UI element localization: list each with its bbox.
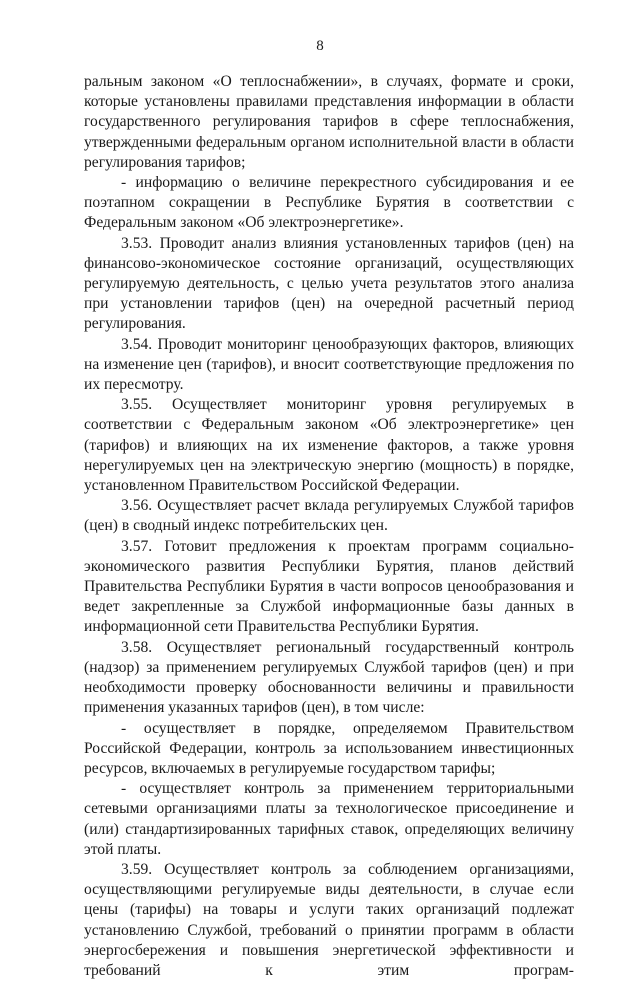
paragraph: - осуществляет контроль за применением территориальными сетевыми организациями платы за технологическое присоединение и (или) стандартизированных тарифных ставок, определяющих величину этой платы. [84,780,574,858]
paragraph: - информацию о величине перекрестного субсидирования и ее поэтапном сокращении в Республике Бурятия в соответствии с Федеральным законом «Об электроэнергетике». [84,174,574,232]
paragraph: 3.58. Осуществляет региональный государственный контроль (надзор) за применением регулируемых Службой тарифов (цен) и при необходимости проверку обоснованности величины и правильности применения указанных тарифов (цен), в том числе: [84,638,574,717]
paragraph: 3.56. Осуществляет расчет вклада регулируемых Службой тарифов (цен) в сводный индекс потребительских цен. [84,497,574,535]
paragraph: 3.57. Готовит предложения к проектам программ социально-экономического развития Республики Бурятия, планов действий Правительства Республики Бурятия в части вопросов ценообразования и ведет закрепленные за Службой информационные базы данных в информационной сети Правительства Республики Бурятия. [84,537,574,636]
paragraph: 3.55. Осуществляет мониторинг уровня регулируемых в соответствии с Федеральным законом «Об электроэнергетике» цен (тарифов) и влияющих на их изменение факторов, а также уровня нерегулируемых цен на электрическую энергию (мощность) в порядке, установленном Правительством Российской Федерации. [84,396,574,495]
paragraph: 3.59. Осуществляет контроль за соблюдением организациями, осуществляющими регулируемые виды деятельности, в случае если цены (тарифы) на товары и услуги таких организаций подлежат установлению Службой, требований о принятии программ в области энергосбережения и повышения энергетической эффективности и требований к этим програм- [84,860,574,979]
paragraph: 3.53. Проводит анализ влияния установленных тарифов (цен) на финансово-экономическое состояние организаций, осуществляющих регулируемую деятельность, с целью учета результатов этого анализа при установлении тарифов (цен) на очередной расчетный период регулирования. [84,234,574,333]
paragraph: - осуществляет в порядке, определяемом Правительством Российской Федерации, контроль за использованием инвестиционных ресурсов, включаемых в регулируемые государством тарифы; [84,719,574,777]
paragraph: ральным законом «О теплоснабжении», в случаях, формате и сроки, которые установлены правилами представления информации в области государственного регулирования тарифов в сфере теплоснабжения, утвержденными федеральным органом исполнительной власти в области регулирования тарифов; [84,73,574,171]
document-body [84,72,574,981]
page-number: 8 [316,38,324,54]
paragraph: 3.54. Проводит мониторинг ценообразующих факторов, влияющих на изменение цен (тарифов), и вносит соответствующие предложения по их пересмотру. [84,335,574,394]
